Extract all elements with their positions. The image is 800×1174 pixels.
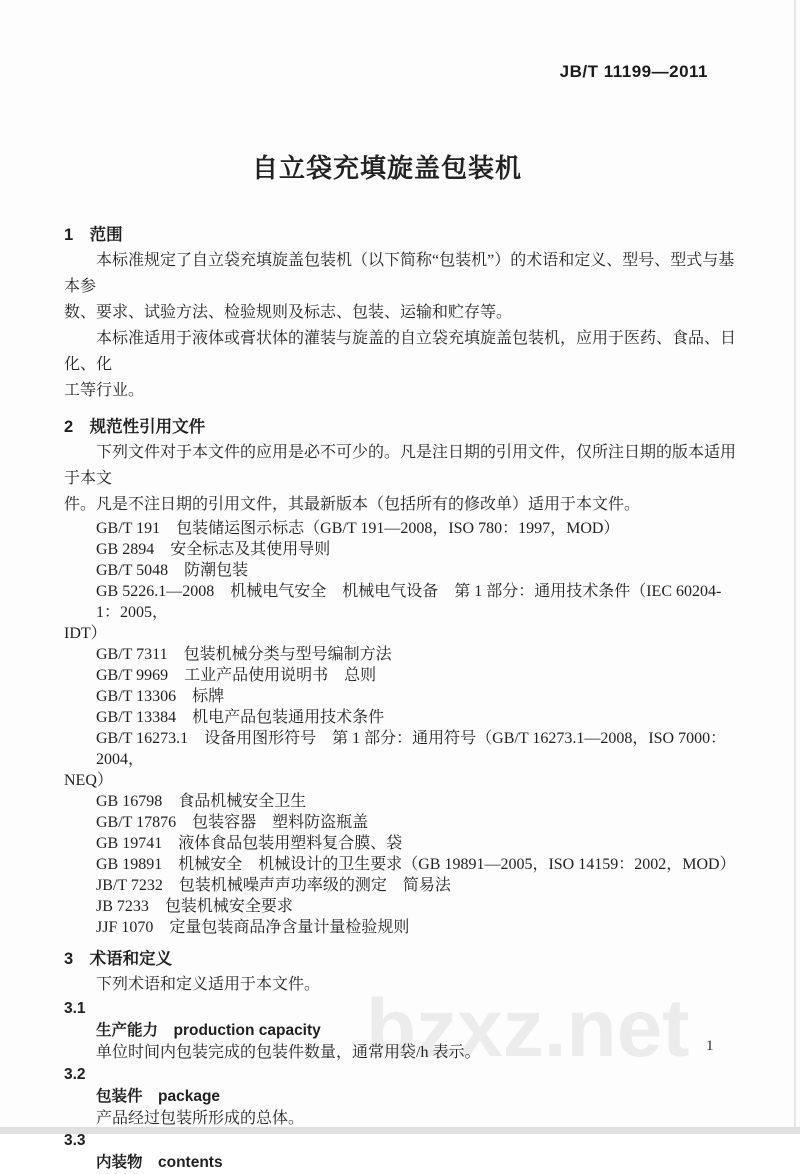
doc-line: GB/T 7311 包装机械分类与型号编制方法 (96, 646, 392, 663)
doc-line: 内装物 contents (96, 1154, 223, 1171)
doc-line: GB 5226.1—2008 机械电气安全 机械电气设备 第 1 部分：通用技术条件（IEC 60204-1：2005， (96, 583, 722, 621)
doc-line: JB 7233 包装机械安全要求 (96, 898, 293, 915)
doc-line: 数、要求、试验方法、检验规则及标志、包装、运输和贮存等。 (64, 304, 513, 321)
doc-line: GB/T 13306 标牌 (96, 688, 225, 705)
doc-line: 下列文件对于本文件的应用是必不可少的。凡是注日期的引用文件，仅所注日期的版本适用于本文 (64, 444, 737, 487)
section-heading: 2 规范性引用文件 (64, 418, 206, 436)
doc-line: 3.3 (64, 1132, 86, 1149)
doc-line: GB 16798 食品机械安全卫生 (96, 793, 307, 810)
doc-line: 件。凡是不注日期的引用文件，其最新版本（包括所有的修改单）适用于本文件。 (64, 496, 641, 513)
doc-line: 本标准适用于液体或膏状体的灌装与旋盖的自立袋充填旋盖包装机，应用于医药、食品、日化、化 (64, 330, 737, 373)
doc-line: 下列术语和定义适用于本文件。 (96, 976, 321, 993)
doc-line: 单位时间内包装完成的包装件数量，通常用袋/h 表示。 (96, 1044, 481, 1061)
doc-line: GB/T 9969 工业产品使用说明书 总则 (96, 667, 377, 684)
doc-line: GB/T 13384 机电产品包装通用技术条件 (96, 709, 385, 726)
section-heading: 3 术语和定义 (64, 950, 173, 968)
doc-line: GB 2894 安全标志及其使用导则 (96, 541, 331, 558)
doc-line: GB/T 191 包装储运图示标志（GB/T 191—2008，ISO 780：1997，MOD） (96, 520, 620, 537)
doc-line: IDT） (64, 625, 107, 642)
doc-line: 包装件 package (96, 1088, 221, 1105)
watermark: bzxz.net (366, 983, 690, 1074)
doc-line: GB 19741 液体食品包装用塑料复合膜、袋 (96, 835, 403, 852)
doc-line: GB/T 17876 包装容器 塑料防盗瓶盖 (96, 814, 369, 831)
doc-line: JB/T 7232 包装机械噪声声功率级的测定 简易法 (96, 877, 451, 894)
doc-line: GB/T 16273.1 设备用图形符号 第 1 部分：通用符号（GB/T 16273.1—2008，ISO 7000：2004， (96, 730, 727, 768)
doc-line: GB 19891 机械安全 机械设计的卫生要求（GB 19891—2005，ISO 14159：2002，MOD） (96, 856, 736, 873)
standard-number: JB/T 11199—2011 (559, 62, 708, 81)
doc-line: GB/T 5048 防潮包装 (96, 562, 249, 579)
document-body (64, 222, 740, 1174)
doc-line: 本标准规定了自立袋充填旋盖包装机（以下简称“包装机”）的术语和定义、型号、型式与基本参 (64, 252, 735, 295)
section-heading: 1 范围 (64, 226, 123, 244)
doc-line: 工等行业。 (64, 382, 145, 399)
scan-edge-right (794, 0, 796, 1134)
doc-line: 产品经过包装所形成的总体。 (96, 1110, 305, 1127)
document-title: 自立袋充填旋盖包装机 (251, 153, 522, 183)
doc-line: 3.1 (64, 1000, 86, 1017)
doc-line: 生产能力 production capacity (96, 1022, 321, 1039)
doc-line: JJF 1070 定量包装商品净含量计量检验规则 (96, 919, 410, 936)
doc-line: NEQ） (64, 772, 113, 789)
page-number: 1 (706, 1038, 714, 1054)
doc-line: 3.2 (64, 1066, 86, 1083)
